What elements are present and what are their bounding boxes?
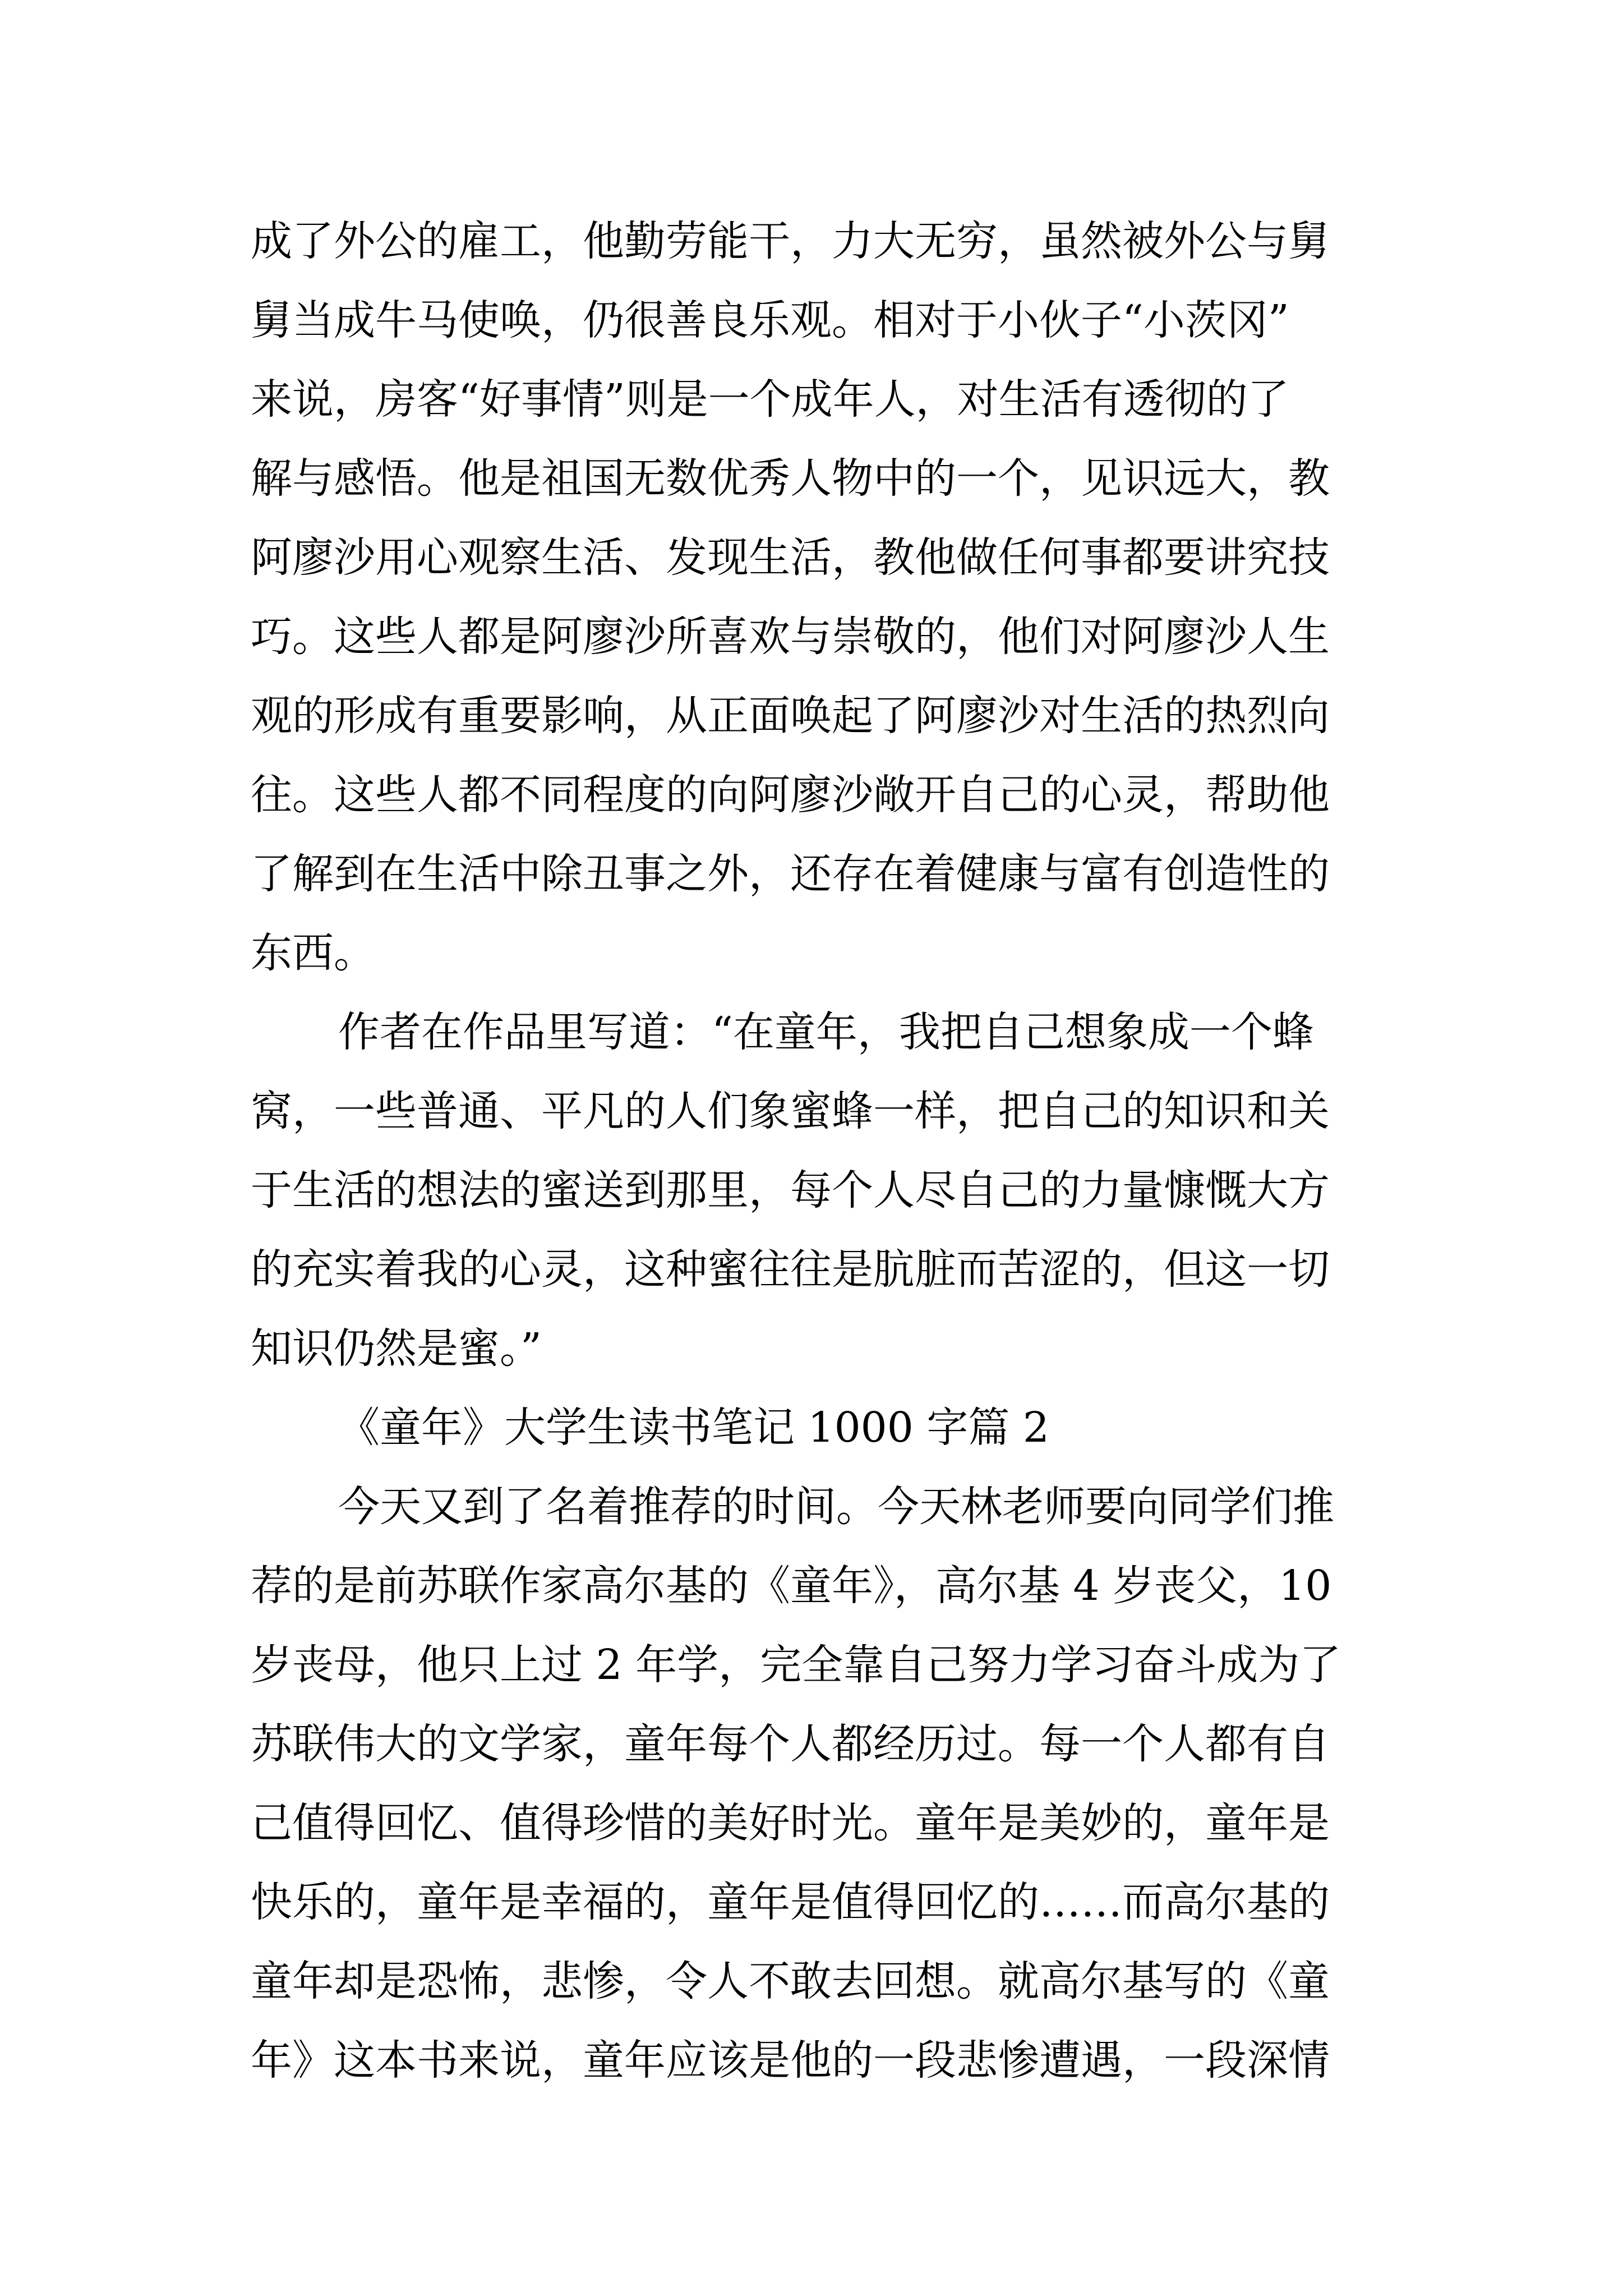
- text-line: 阿廖沙用心观察生活、发现生活，教他做任何事都要讲究技: [251, 533, 1330, 582]
- text-line: 了解到在生活中除丑事之外，还存在着健康与富有创造性的: [251, 850, 1330, 898]
- text-line: 知识仍然是蜜。”: [251, 1324, 542, 1373]
- paragraph-first-line: 今天又到了名着推荐的时间。今天林老师要向同学们推: [338, 1483, 1334, 1531]
- text-line: 年》这本书来说，童年应该是他的一段悲惨遭遇，一段深情: [251, 2036, 1330, 2085]
- text-line: 快乐的，童年是幸福的，童年是值得回忆的……而高尔基的: [251, 1878, 1330, 1926]
- text-line: 窝，一些普通、平凡的人们象蜜蜂一样，把自己的知识和关: [251, 1087, 1330, 1135]
- text-line: 童年却是恐怖，悲惨，令人不敢去回想。就高尔基写的《童: [251, 1957, 1330, 2005]
- text-line: 来说，房客“好事情”则是一个成年人，对生活有透彻的了: [251, 375, 1289, 424]
- text-line: 荐的是前苏联作家高尔基的《童年》，高尔基 4 岁丧父，10: [251, 1562, 1332, 1610]
- text-line: 于生活的想法的蜜送到那里，每个人尽自己的力量慷慨大方: [251, 1166, 1330, 1214]
- text-line: 岁丧母，他只上过 2 年学，完全靠自己努力学习奋斗成为了: [251, 1641, 1341, 1689]
- text-line: 东西。: [251, 929, 375, 977]
- text-line: 苏联伟大的文学家，童年每个人都经历过。每一个人都有自: [251, 1720, 1330, 1768]
- text-line: 舅当成牛马使唤，仍很善良乐观。相对于小伙子“小茨冈”: [251, 296, 1289, 344]
- text-line: 成了外公的雇工，他勤劳能干，力大无穷，虽然被外公与舅: [251, 217, 1330, 265]
- body-text: [251, 202, 1395, 2100]
- text-line: 己值得回忆、值得珍惜的美好时光。童年是美妙的，童年是: [251, 1799, 1330, 1847]
- text-line: 观的形成有重要影响，从正面唤起了阿廖沙对生活的热烈向: [251, 692, 1330, 740]
- text-line: 解与感悟。他是祖国无数优秀人物中的一个，见识远大，教: [251, 454, 1330, 503]
- text-line: 往。这些人都不同程度的向阿廖沙敞开自己的心灵，帮助他: [251, 771, 1330, 819]
- paragraph-first-line: 作者在作品里写道：“在童年，我把自己想象成一个蜂: [338, 1008, 1314, 1056]
- section-heading: 《童年》大学生读书笔记 1000 字篇 2: [338, 1404, 1049, 1452]
- text-line: 的充实着我的心灵，这种蜜往往是肮脏而苦涩的，但这一切: [251, 1245, 1330, 1294]
- text-line: 巧。这些人都是阿廖沙所喜欢与崇敬的，他们对阿廖沙人生: [251, 613, 1330, 661]
